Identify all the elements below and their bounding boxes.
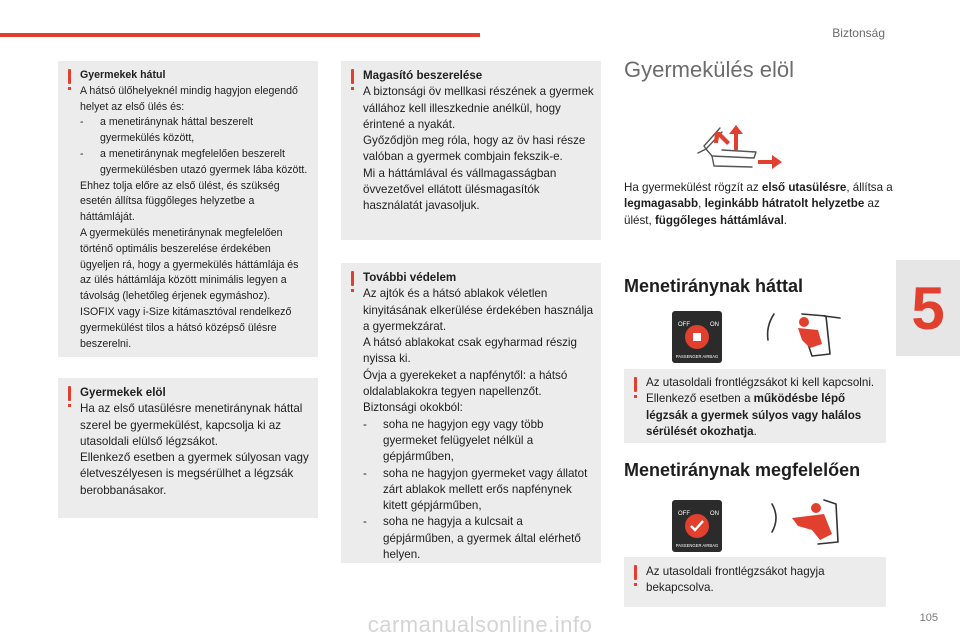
- exclamation-icon: [350, 69, 355, 91]
- exclamation-icon: [67, 386, 72, 408]
- list-item-text: soha ne hagyja a kulcsait a gépjárműben, a gyermek által elérhető helyen.: [383, 515, 581, 562]
- list-item-text: a menetiránynak megfelelően beszerelt gyermekülésben utazó gyermek lába között.: [100, 147, 308, 176]
- airbag-on-text: ON: [710, 511, 719, 517]
- page-number: 105: [919, 612, 938, 624]
- rear-facing-child-seat-icon: [762, 308, 848, 364]
- warning-box-rear-children: [58, 61, 318, 357]
- box-paragraph: Óvja a gyerekeket a napfénytől: a hátsó oldalablakokra tegyen napellenzőt.: [363, 368, 568, 399]
- text-span: ,: [698, 197, 705, 211]
- text-span: .: [753, 424, 757, 438]
- box-paragraph: A hátsó ablakokat csak egyharmad részig nyissa ki.: [363, 336, 577, 366]
- box-title: Magasító beszerelése: [363, 69, 483, 82]
- chapter-tab: [896, 260, 960, 356]
- warning-box-protection: [341, 263, 601, 563]
- list-item-text: soha ne hagyjon egy vagy több gyermeket felügyelet nélkül a gépjárműben,: [383, 417, 544, 464]
- header-accent-bar: [0, 33, 480, 37]
- exclamation-icon: [350, 271, 355, 293]
- text-span: .: [783, 213, 788, 227]
- airbag-label-text: PASSENGER AIRBAG: [675, 543, 719, 548]
- box-paragraph: Mi a háttámlával és vállmagasságban övvezetővel ellátott ülésmagasítók használatát javasoljuk.: [363, 166, 557, 213]
- text-span-bold: függőleges háttámlával: [654, 213, 784, 227]
- list-item-text: a menetiránynak háttal beszerelt gyermekülés között,: [100, 116, 254, 145]
- box-paragraph: Ehhez tolja előre az első ülést, és szükség esetén állítsa függőleges helyzetbe a háttámláját.: [80, 179, 280, 224]
- section-heading-rear-facing: Menetiránynak háttal: [624, 276, 804, 296]
- text-span: Ha gyermekülést rögzít az: [624, 181, 762, 194]
- forward-facing-child-seat-icon: [762, 496, 848, 552]
- exclamation-icon: [633, 377, 638, 399]
- box-paragraph: Ha az első utasülésre menetiránynak háttal szerel be gyermekülést, kapcsolja ki az utasoldali elülső légzsákot.: [80, 402, 303, 448]
- exclamation-icon: [633, 565, 638, 587]
- box-paragraph: Biztonsági okokból:: [363, 401, 463, 415]
- seat-adjust-icon: [692, 122, 786, 176]
- list-item: - soha ne hagyja a kulcsait a gépjárműben, a gyermek által elérhető helyen.: [363, 515, 581, 562]
- section-label: Biztonság: [832, 26, 885, 40]
- airbag-label-text: PASSENGER AIRBAG: [675, 354, 719, 359]
- text-span: Az utasoldali frontlégzsákot ki kell kapcsolni. Ellenkező esetben a: [646, 376, 875, 406]
- warning-box-booster: [341, 61, 601, 240]
- warning-box-rear-facing: [624, 369, 886, 443]
- list-item: - a menetiránynak megfelelően beszerelt gyermekülésben utazó gyermek lába között.: [80, 147, 308, 176]
- box-paragraph: A gyermekülés menetiránynak megfelelően történő optimális beszerelése érdekében ügyeljen rá, hogy a gyermekülés háttámlája és az ülés háttámlája között minimális legyen a távolság (lehetőleg érjenek egymáshoz).: [80, 226, 299, 303]
- airbag-off-text: OFF: [678, 322, 690, 328]
- airbag-off-switch-icon: [672, 311, 722, 363]
- section-heading-front-seat: Gyermekülés elöl: [624, 57, 794, 82]
- front-seat-paragraph: [624, 180, 894, 229]
- box-paragraph: Ellenkező esetben a gyermek súlyosan vagy életveszélyesen is megsérülhet a légzsák berobbanásakor.: [80, 451, 309, 497]
- section-heading-forward-facing: Menetiránynak megfelelően: [624, 460, 861, 480]
- airbag-off-text: OFF: [678, 511, 690, 517]
- list-item: - soha ne hagyjon egy vagy több gyermeket felügyelet nélkül a gépjárműben,: [363, 417, 544, 464]
- box-title: További védelem: [363, 271, 457, 284]
- chapter-number: 5: [911, 274, 945, 342]
- list-item: - a menetiránynak háttal beszerelt gyermekülés között,: [80, 116, 254, 145]
- text-span-bold: legmagasabb: [624, 197, 699, 211]
- box-paragraph: Az ajtók és a hátsó ablakok véletlen kinyitásának elkerülése érdekében használja a gyermekzárat.: [363, 287, 594, 333]
- text-span-bold: leginkább hátratolt helyzetbe: [704, 197, 865, 211]
- box-title: Gyermekek hátul: [80, 69, 166, 81]
- box-paragraph: A biztonsági öv mellkasi részének a gyermek vállához kell illeszkednie anélkül, hogy érintené a nyakát.: [363, 85, 594, 131]
- box-title: Gyermekek elöl: [80, 386, 166, 399]
- footer-watermark: carmanualsonline.info: [367, 612, 593, 637]
- box-paragraph: Győződjön meg róla, hogy az öv hasi része valóban a gyermek combjain fekszik-e.: [363, 134, 586, 164]
- warning-box-forward-facing: [624, 557, 886, 607]
- airbag-off-switch-icon: [672, 500, 722, 552]
- text-span-bold: működésbe lépő légzsák a gyermek súlyos vagy halálos sérülését okozhatja: [646, 392, 862, 438]
- text-span: , állítsa a: [846, 181, 893, 194]
- list-item: - soha ne hagyjon gyermeket vagy állatot zárt ablakok mellett erős napfénynek kitett gépjárműben,: [363, 466, 588, 513]
- box-paragraph: A hátsó ülőhelyeknél mindig hagyjon elegendő helyet az első ülés és:: [80, 84, 298, 113]
- box-paragraph: ISOFIX vagy i-Size kitámasztóval rendelkező gyermekülést tilos a hátsó középső ülésre beszerelni.: [80, 305, 292, 350]
- text-span: Az utasoldali frontlégzsákot hagyja bekapcsolva.: [646, 565, 825, 595]
- list-item-text: soha ne hagyjon gyermeket vagy állatot zárt ablakok mellett erős napfénynek kitett gépjárműben,: [383, 466, 588, 513]
- text-span-bold: első utasülésre: [761, 181, 847, 194]
- exclamation-icon: [67, 69, 72, 91]
- airbag-on-text: ON: [710, 322, 719, 328]
- warning-box-front-children: [58, 378, 318, 518]
- text-span: az ülést,: [624, 197, 880, 227]
